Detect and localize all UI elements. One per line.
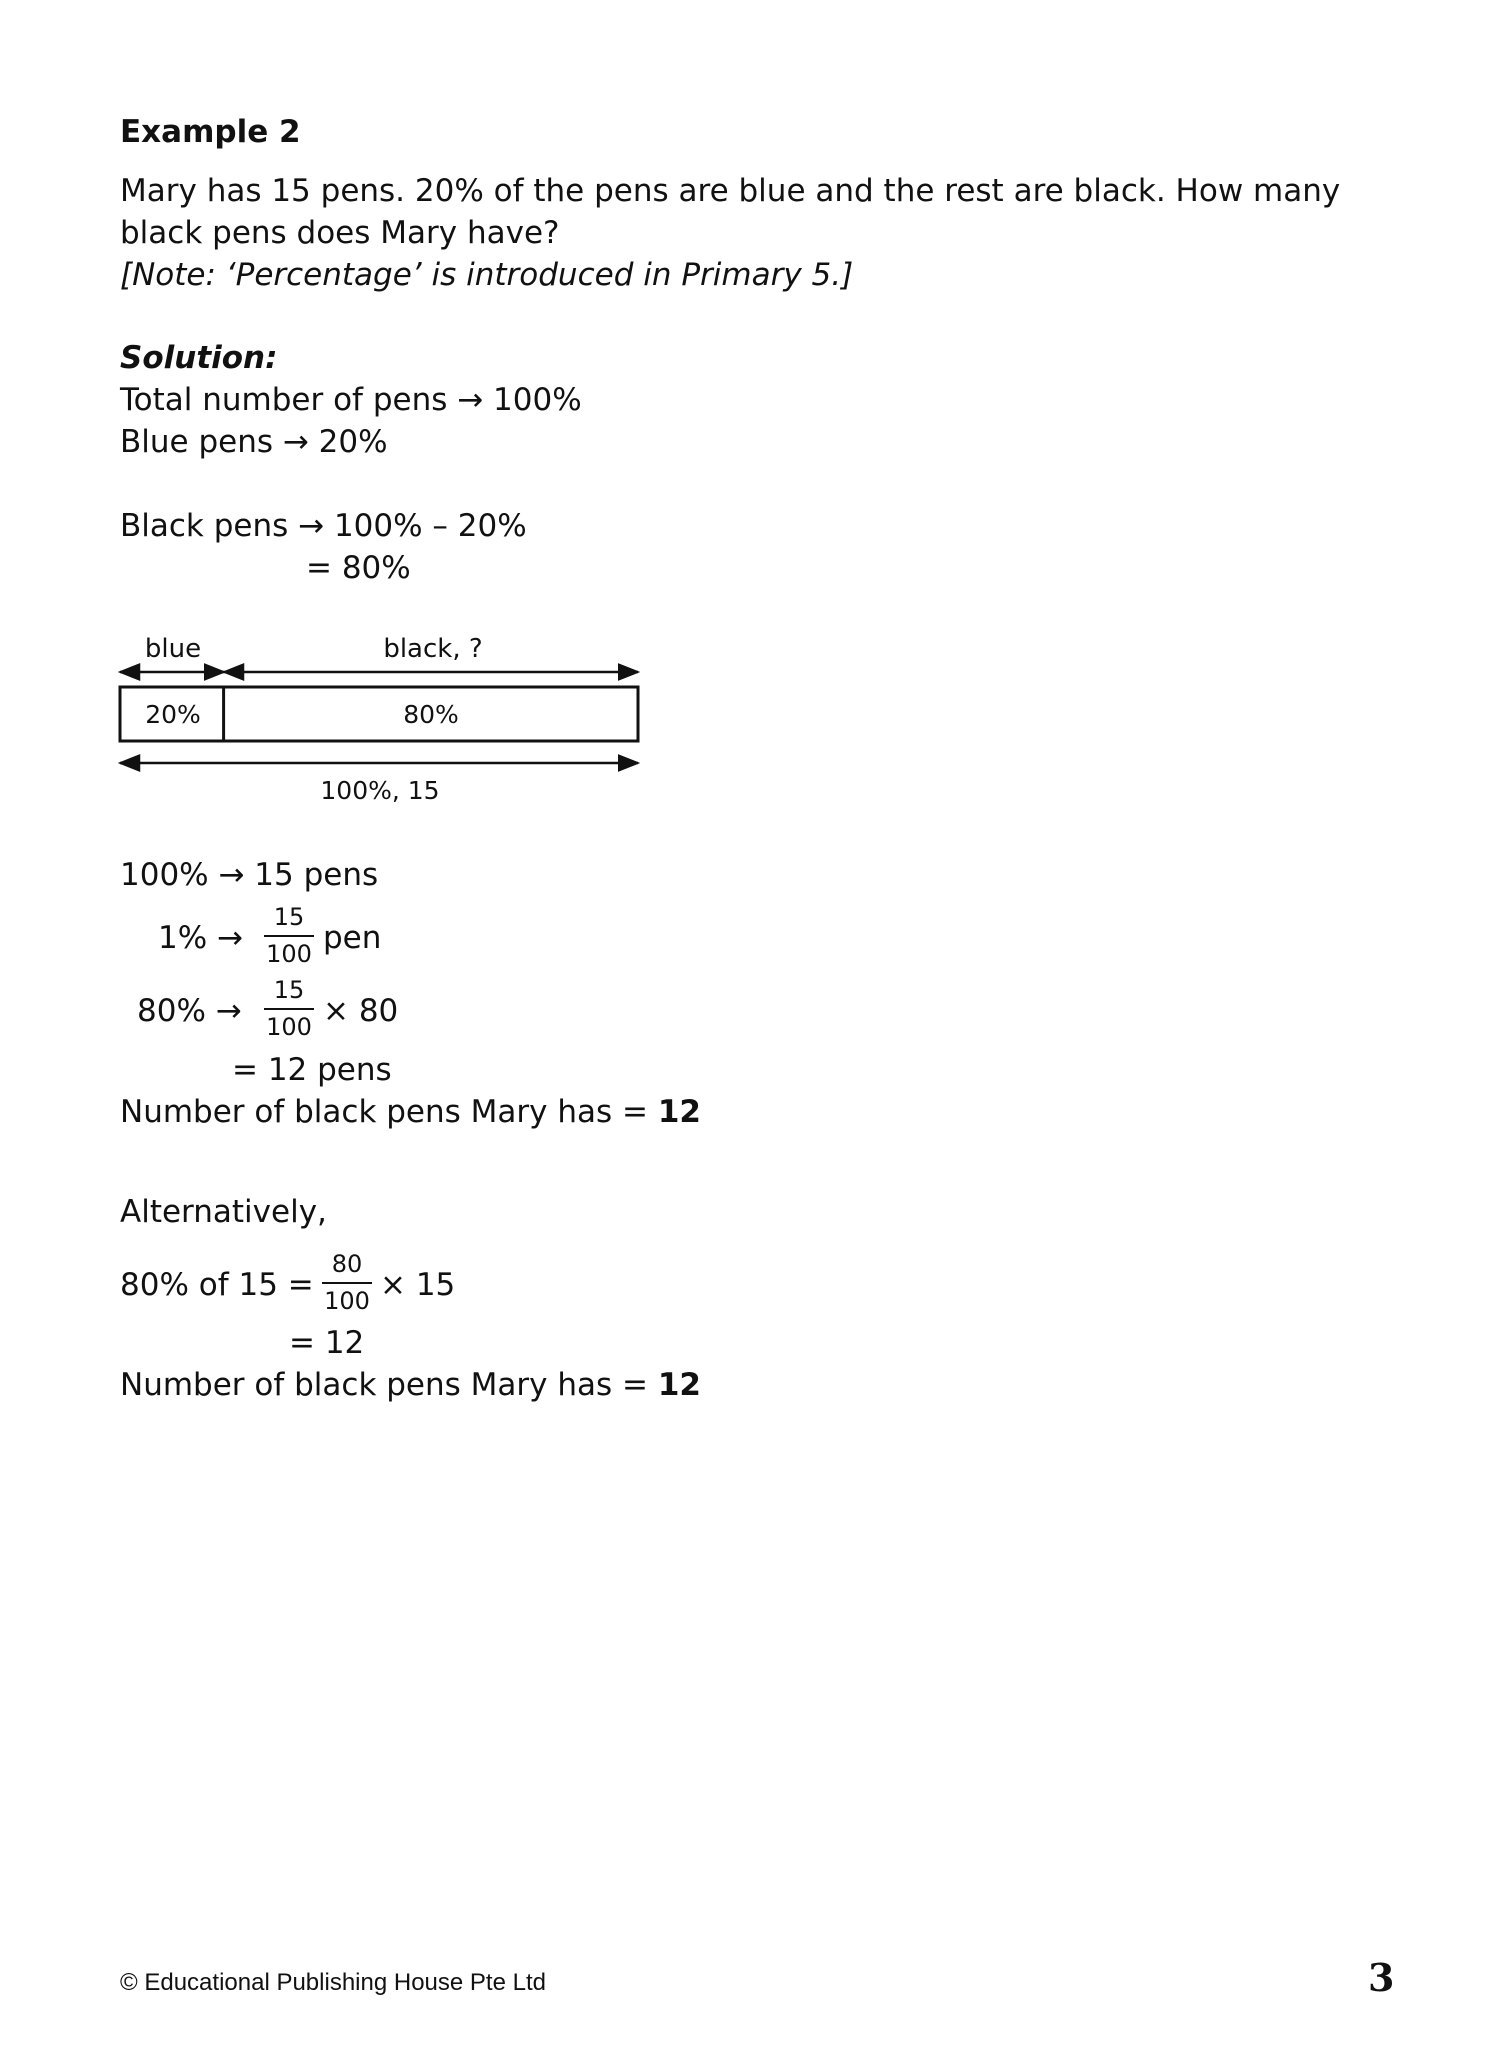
black-segment-label: 80% [403, 700, 459, 729]
solution-blue-line: Blue pens → 20% [120, 424, 388, 460]
m1-fraction-15-over-100 [264, 903, 314, 968]
solution-black-calc: Black pens → 100% – 20% [120, 508, 527, 544]
fraction-numerator: 15 [273, 903, 305, 931]
m1-line-3-left: 80% → [137, 993, 242, 1029]
m1-line-2-right: pen [323, 920, 382, 956]
m1-line-2-left: 1% → [158, 920, 244, 956]
question-line-1: Mary has 15 pens. 20% of the pens are blue and the rest are black. How many [120, 173, 1341, 209]
fraction-denominator: 100 [266, 940, 312, 968]
m1-line-3-right: × 80 [323, 993, 399, 1029]
solution-black-result: = 80% [306, 550, 411, 586]
solution-total-line: Total number of pens → 100% [120, 382, 582, 418]
m2-intro: Alternatively, [120, 1194, 327, 1230]
answer-text: Number of black pens Mary has = [120, 1367, 658, 1403]
fraction-denominator: 100 [266, 1013, 312, 1041]
m1-line-1: 100% → 15 pens [120, 857, 379, 893]
m1-line-4: = 12 pens [232, 1052, 392, 1088]
blue-segment-label: 20% [145, 700, 201, 729]
blue-label: blue [144, 634, 202, 664]
example-heading: Example 2 [120, 114, 301, 150]
total-label: 100%, 15 [320, 776, 440, 805]
answer-value: 12 [657, 1367, 701, 1403]
fraction-bar [264, 1008, 314, 1010]
question-line-2: black pens does Mary have? [120, 215, 560, 251]
solution-label: Solution: [120, 340, 278, 376]
fraction-bar [322, 1282, 372, 1284]
fraction-denominator: 100 [324, 1287, 370, 1315]
m1-fraction-15-over-100-b [264, 976, 314, 1041]
page-number: 3 [1368, 1955, 1395, 2000]
answer-text: Number of black pens Mary has = [120, 1094, 658, 1130]
question-note: [Note: ‘Percentage’ is introduced in Primary 5.] [120, 257, 854, 293]
m2-line-2: = 12 [289, 1325, 365, 1361]
m2-line-1-left: 80% of 15 = [120, 1267, 314, 1303]
m2-line-1-right: × 15 [380, 1267, 456, 1303]
fraction-numerator: 80 [331, 1250, 363, 1278]
m1-answer [120, 1092, 701, 1132]
m2-fraction-80-over-100 [322, 1250, 372, 1315]
m2-answer [120, 1365, 701, 1405]
copyright-footer: © Educational Publishing House Pte Ltd [120, 1969, 546, 1996]
fraction-bar [264, 935, 314, 937]
fraction-numerator: 15 [273, 976, 305, 1004]
bar-model-diagram [118, 630, 648, 810]
answer-value: 12 [657, 1094, 701, 1130]
black-label: black, ? [383, 634, 483, 664]
